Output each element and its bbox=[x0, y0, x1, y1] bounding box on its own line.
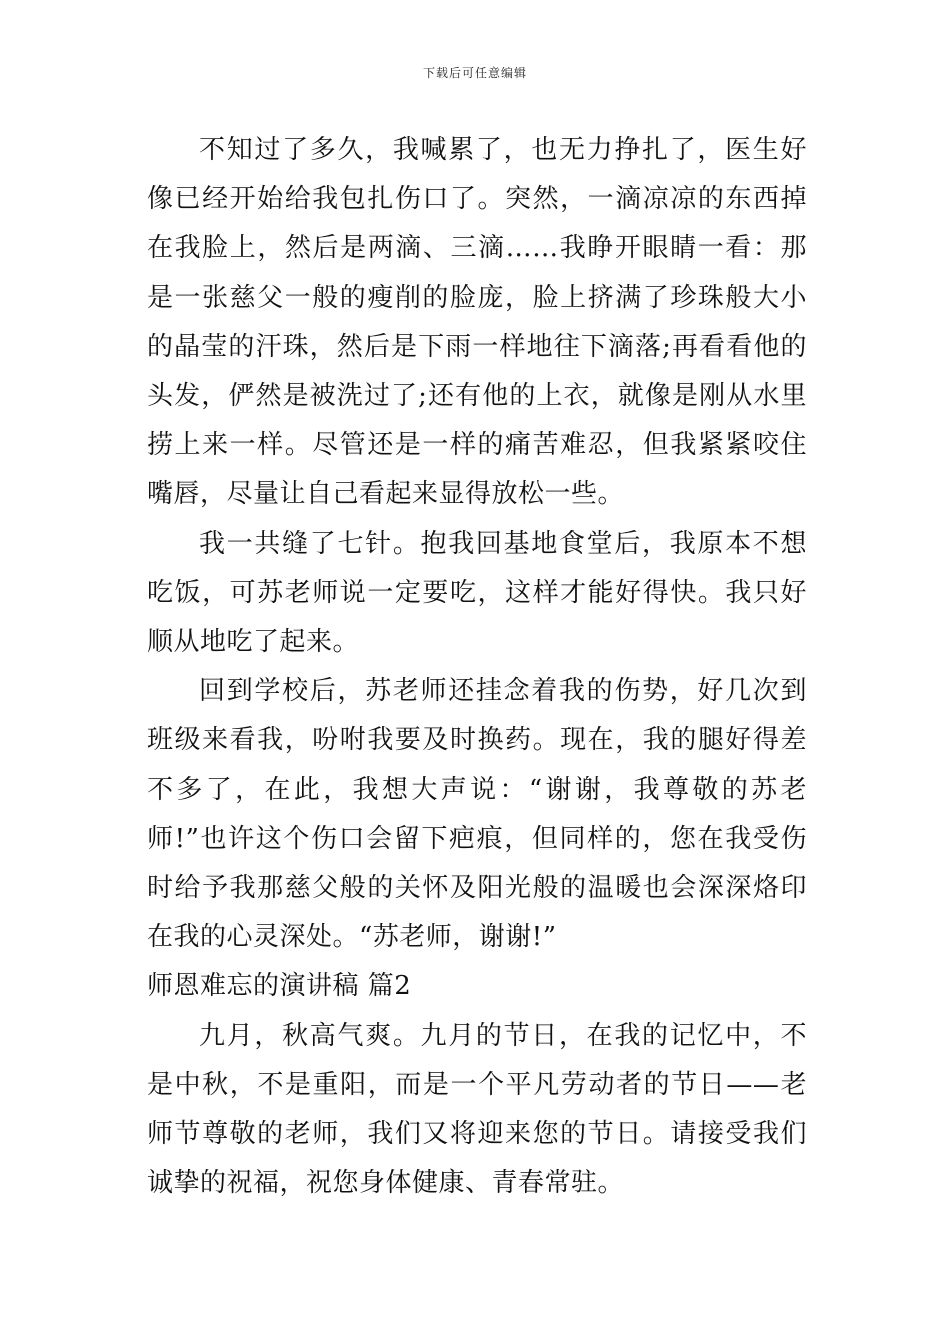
document-body bbox=[147, 126, 807, 1208]
paragraph: 九月，秋高气爽。九月的节日，在我的记忆中，不是中秋，不是重阳，而是一个平凡劳动者的节日——老师节尊敬的老师，我们又将迎来您的节日。请接受我们诚挚的祝福，祝您身体健康、青春常驻。 bbox=[147, 1020, 807, 1199]
paragraph: 不知过了多久，我喊累了，也无力挣扎了，医生好像已经开始给我包扎伤口了。突然，一滴凉凉的东西掉在我脸上，然后是两滴、三滴……我睁开眼睛一看：那是一张慈父一般的瘦削的脸庞，脸上挤满了珍珠般大小的晶莹的汗珠，然后是下雨一样地往下滴落;再看看他的头发，俨然是被洗过了;还有他的上衣，就像是刚从水里捞上来一样。尽管还是一样的痛苦难忍，但我紧紧咬住嘴唇，尽量让自己看起来显得放松一些。 bbox=[147, 135, 807, 510]
paragraph: 回到学校后，苏老师还挂念着我的伤势，好几次到班级来看我，吩咐我要及时换药。现在，我的腿好得差不多了，在此，我想大声说：“谢谢，我尊敬的苏老师!”也许这个伤口会留下疤痕，但同样的，您在我受伤时给予我那慈父般的关怀及阳光般的温暖也会深深烙印在我的心灵深处。“苏老师，谢谢!” bbox=[147, 676, 807, 953]
page-header-note: 下载后可任意编辑 bbox=[422, 66, 527, 80]
section-title: 师恩难忘的演讲稿 篇2 bbox=[147, 971, 412, 1002]
paragraph: 我一共缝了七针。抱我回基地食堂后，我原本不想吃饭，可苏老师说一定要吃，这样才能好得快。我只好顺从地吃了起来。 bbox=[147, 528, 807, 658]
